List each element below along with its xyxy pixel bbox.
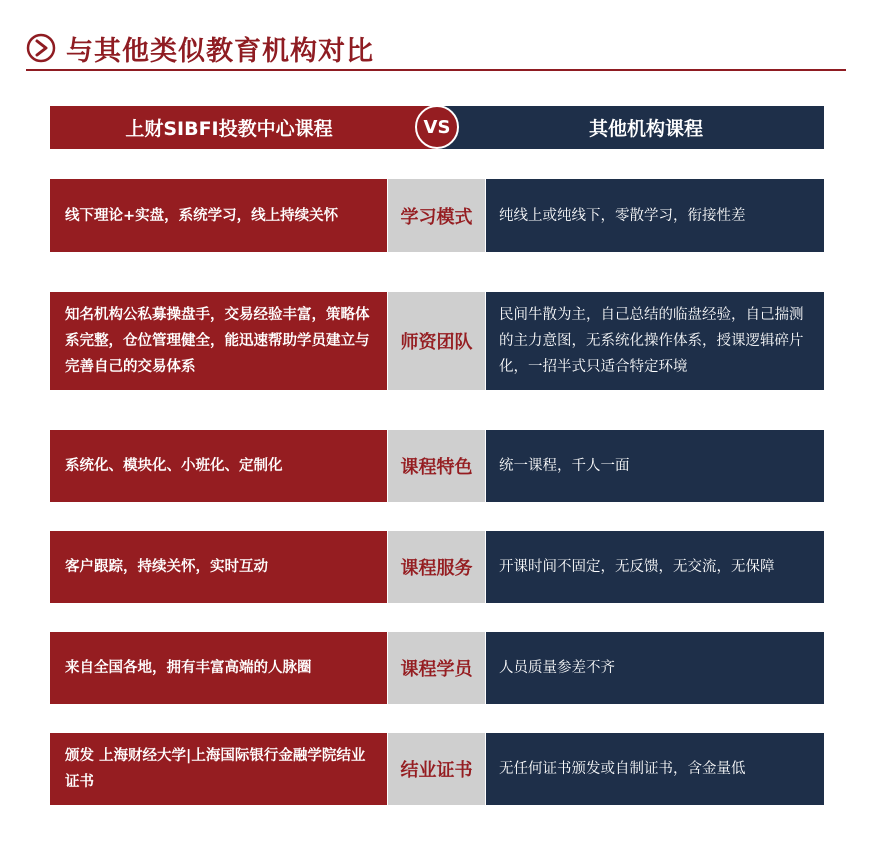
our-course-cell: 客户跟踪，持续关怀，实时互动 xyxy=(50,531,387,603)
section-header xyxy=(26,26,846,70)
comparison-row xyxy=(50,292,824,390)
vs-badge: VS xyxy=(415,105,459,149)
category-label: 结业证书 xyxy=(387,733,486,805)
our-course-cell: 知名机构公私募操盘手，交易经验丰富，策略体系完整，仓位管理健全，能迅速帮助学员建立与完善自己的交易体系 xyxy=(50,292,387,390)
category-label: 课程学员 xyxy=(387,632,486,704)
comparison-row xyxy=(50,632,824,704)
comparison-row xyxy=(50,733,824,805)
category-label: 课程特色 xyxy=(387,430,486,502)
our-course-cell: 颁发 上海财经大学|上海国际银行金融学院结业证书 xyxy=(50,733,387,805)
category-label: 课程服务 xyxy=(387,531,486,603)
comparison-row xyxy=(50,179,824,252)
our-course-cell: 线下理论+实盘，系统学习，线上持续关怀 xyxy=(50,179,387,252)
other-course-cell: 人员质量参差不齐 xyxy=(486,632,824,704)
comparison-row xyxy=(50,531,824,603)
our-course-cell: 来自全国各地，拥有丰富高端的人脉圈 xyxy=(50,632,387,704)
our-course-cell: 系统化、模块化、小班化、定制化 xyxy=(50,430,387,502)
our-course-heading: 上财SIBFI投教中心课程 xyxy=(50,106,438,149)
other-course-cell: 民间牛散为主，自己总结的临盘经验，自己揣测的主力意图，无系统化操作体系，授课逻辑碎片化，一招半式只适合特定环境 xyxy=(486,292,824,390)
page-title: 与其他类似教育机构对比 xyxy=(66,35,374,67)
other-course-cell: 纯线上或纯线下，零散学习，衔接性差 xyxy=(486,179,824,252)
header-divider xyxy=(26,69,846,71)
other-course-cell: 无任何证书颁发或自制证书，含金量低 xyxy=(486,733,824,805)
other-course-cell: 统一课程，千人一面 xyxy=(486,430,824,502)
other-course-heading: 其他机构课程 xyxy=(438,106,824,149)
vs-bar xyxy=(50,106,824,149)
category-label: 师资团队 xyxy=(387,292,486,390)
category-label: 学习模式 xyxy=(387,179,486,252)
other-course-cell: 开课时间不固定，无反馈，无交流，无保障 xyxy=(486,531,824,603)
comparison-row xyxy=(50,430,824,502)
chevron-right-circle-icon xyxy=(26,33,56,63)
